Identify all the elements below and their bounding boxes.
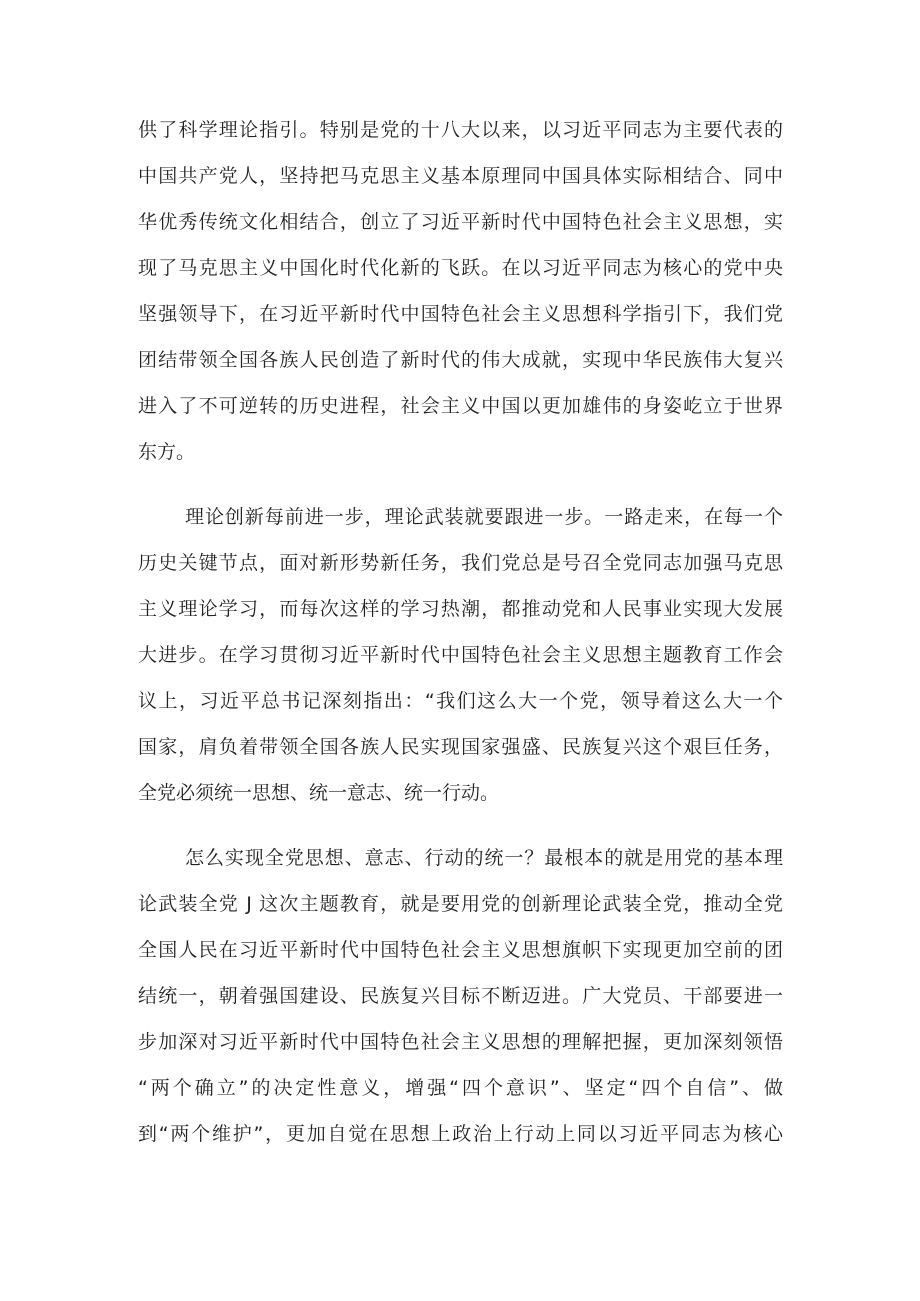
text-line: 全国人民在习近平新时代中国特色社会主义思想旗帜下实现更加空前的团 xyxy=(138,939,783,961)
text-line: 议上，习近平总书记深刻指出：“我们这么大一个党，领导着这么大一个 xyxy=(138,690,783,712)
text-line: 大进步。在学习贯彻习近平新时代中国特色社会主义思想主题教育工作会 xyxy=(138,644,783,666)
text-line: 步加深对习近平新时代中国特色社会主义思想的理解把握，更加深刻领悟 xyxy=(138,1031,783,1053)
text-line: “两个确立”的决定性意义，增强“四个意识”、坚定“四个自信”、做 xyxy=(138,1077,783,1099)
text-line: 东方。 xyxy=(138,441,196,463)
text-line: 供了科学理论指引。特别是党的十八大以来，以习近平同志为主要代表的 xyxy=(138,119,783,141)
text-line: 理论创新每前进一步，理论武装就要跟进一步。一路走来，在每一个 xyxy=(185,506,783,528)
text-line: 到“两个维护”，更加自觉在思想上政治上行动上同以习近平同志为核心 xyxy=(138,1123,783,1145)
text-line: 进入了不可逆转的历史进程，社会主义中国以更加雄伟的身姿屹立于世界 xyxy=(138,395,783,417)
text-line: 全党必须统一思想、统一意志、统一行动。 xyxy=(138,782,500,804)
text-line: 主义理论学习，而每次这样的学习热潮，都推动党和人民事业实现大发展 xyxy=(138,598,783,620)
text-line: 坚强领导下，在习近平新时代中国特色社会主义思想科学指引下，我们党 xyxy=(138,303,783,325)
text-line: 中国共产党人，坚持把马克思主义基本原理同中国具体实际相结合、同中 xyxy=(138,165,783,187)
text-line: 结统一，朝着强国建设、民族复兴目标不断迈进。广大党员、干部要进一 xyxy=(138,985,783,1007)
text-line: 现了马克思主义中国化时代化新的飞跃。在以习近平同志为核心的党中央 xyxy=(138,257,783,279)
text-line: 历史关键节点，面对新形势新任务，我们党总是号召全党同志加强马克思 xyxy=(138,552,783,574)
text-line: 怎么实现全党思想、意志、行动的统一？最根本的就是用党的基本理 xyxy=(185,847,783,869)
text-line: 华优秀传统文化相结合，创立了习近平新时代中国特色社会主义思想，实 xyxy=(138,211,783,233)
text-line: 团结带领全国各族人民创造了新时代的伟大成就，实现中华民族伟大复兴 xyxy=(138,349,783,371)
text-line: 国家，肩负着带领全国各族人民实现国家强盛、民族复兴这个艰巨任务， xyxy=(138,736,783,758)
text-line: 论武装全党 J 这次主题教育，就是要用党的创新理论武装全党，推动全党 xyxy=(138,893,783,915)
